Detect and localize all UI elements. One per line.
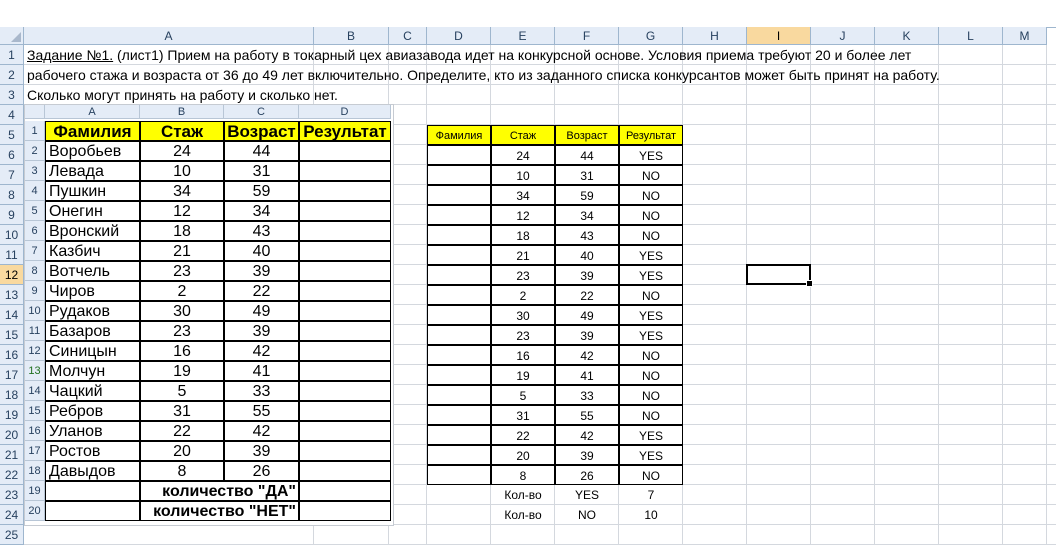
embedded-age-cell: 26 (224, 461, 299, 481)
row-header-23[interactable]: 23 (0, 485, 24, 505)
result-value-cell[interactable]: NO (619, 165, 683, 185)
embedded-row-header: 5 (25, 201, 45, 221)
column-header-f[interactable]: F (555, 27, 619, 45)
summary-key[interactable]: YES (574, 488, 599, 502)
grid-column-line (746, 45, 747, 545)
result-name-cell[interactable] (427, 145, 491, 165)
task-line-2: рабочего стажа и возраста от 36 до 49 лет включительно. Определите, кто из заданного списка конкурсантов может быть принят на работу. (27, 67, 940, 83)
embedded-name-cell: Чиров (45, 281, 140, 301)
embedded-age-cell: 33 (224, 381, 299, 401)
result-name-cell[interactable] (427, 405, 491, 425)
result-experience-cell[interactable]: 23 (491, 265, 555, 285)
result-experience-cell[interactable]: 12 (491, 205, 555, 225)
embedded-row-header: 11 (25, 321, 45, 341)
grid-column-line (938, 45, 939, 545)
embedded-row-header: 14 (25, 381, 45, 401)
row-header-4[interactable]: 4 (0, 105, 24, 125)
embedded-result-cell (299, 201, 391, 221)
embedded-row-header: 1 (25, 121, 45, 141)
embedded-count-yes-label: количество "ДА" (140, 481, 299, 501)
result-name-cell[interactable] (427, 225, 491, 245)
row-header-19[interactable]: 19 (0, 405, 24, 425)
grid-column-line (1046, 45, 1047, 545)
embedded-age-cell: 42 (224, 341, 299, 361)
embedded-row-header: 8 (25, 261, 45, 281)
summary-value[interactable]: 10 (644, 508, 658, 522)
embedded-result-cell (299, 341, 391, 361)
embedded-age-cell: 39 (224, 441, 299, 461)
embedded-row-header: 16 (25, 421, 45, 441)
embedded-age-cell: 39 (224, 261, 299, 281)
embedded-row-header: 19 (25, 481, 45, 501)
embedded-result-cell (299, 161, 391, 181)
embedded-result-cell (299, 221, 391, 241)
embedded-result-cell (299, 401, 391, 421)
result-experience-cell[interactable]: 19 (491, 365, 555, 385)
embedded-age-cell: 43 (224, 221, 299, 241)
embedded-experience-cell: 30 (140, 301, 224, 321)
embedded-name-cell: Вронский (45, 221, 140, 241)
row-header-20[interactable]: 20 (0, 425, 24, 445)
embedded-name-cell: Базаров (45, 321, 140, 341)
result-experience-cell[interactable]: 10 (491, 165, 555, 185)
embedded-name-cell: Молчун (45, 361, 140, 381)
result-age-cell[interactable]: 39 (555, 265, 619, 285)
result-age-cell[interactable]: 33 (555, 385, 619, 405)
row-header-18[interactable]: 18 (0, 385, 24, 405)
embedded-result-cell (299, 301, 391, 321)
result-experience-cell[interactable]: 23 (491, 325, 555, 345)
embedded-result-cell (299, 241, 391, 261)
column-header-d[interactable]: D (427, 27, 491, 45)
embedded-column-header: A (45, 105, 140, 119)
result-header-cell[interactable]: Фамилия (427, 125, 491, 145)
embedded-name-cell: Вотчель (45, 261, 140, 281)
result-name-cell[interactable] (427, 445, 491, 465)
embedded-result-cell (299, 321, 391, 341)
row-header-25[interactable]: 25 (0, 525, 24, 545)
row-header-13[interactable]: 13 (0, 285, 24, 305)
embedded-count-no-label: количество "НЕТ" (140, 501, 299, 521)
embedded-experience-cell: 20 (140, 441, 224, 461)
embedded-row-header: 17 (25, 441, 45, 461)
embedded-row-header: 6 (25, 221, 45, 241)
embedded-result-cell (299, 381, 391, 401)
embedded-name-cell: Казбич (45, 241, 140, 261)
embedded-row-header: 4 (25, 181, 45, 201)
result-value-cell[interactable]: YES (619, 425, 683, 445)
embedded-header-cell: Фамилия (45, 121, 140, 141)
result-value-cell[interactable]: NO (619, 285, 683, 305)
grid-column-line (810, 45, 811, 545)
summary-label[interactable]: Кол-во (504, 488, 542, 502)
row-header-7[interactable]: 7 (0, 165, 24, 185)
embedded-experience-cell: 31 (140, 401, 224, 421)
result-name-cell[interactable] (427, 165, 491, 185)
embedded-result-cell (299, 261, 391, 281)
embedded-row-header: 10 (25, 301, 45, 321)
result-experience-cell[interactable]: 24 (491, 145, 555, 165)
grid-column-line (1002, 45, 1003, 545)
embedded-experience-cell: 12 (140, 201, 224, 221)
result-experience-cell[interactable]: 34 (491, 185, 555, 205)
result-age-cell[interactable]: 42 (555, 345, 619, 365)
embedded-experience-cell: 5 (140, 381, 224, 401)
column-header-h[interactable]: H (683, 27, 747, 45)
embedded-name-cell: Давыдов (45, 461, 140, 481)
embedded-corner (25, 105, 45, 119)
embedded-header-cell: Стаж (140, 121, 224, 141)
result-name-cell[interactable] (427, 365, 491, 385)
result-value-cell[interactable]: YES (619, 145, 683, 165)
result-name-cell[interactable] (427, 465, 491, 485)
embedded-age-cell: 59 (224, 181, 299, 201)
embedded-summary-blank (45, 501, 140, 521)
result-name-cell[interactable] (427, 325, 491, 345)
summary-value[interactable]: 7 (647, 488, 655, 502)
embedded-summary-blank (45, 481, 140, 501)
embedded-header-cell: Результат (299, 121, 391, 141)
result-experience-cell[interactable]: 5 (491, 385, 555, 405)
result-value-cell[interactable]: NO (619, 365, 683, 385)
embedded-result-cell (299, 281, 391, 301)
result-age-cell[interactable]: 40 (555, 245, 619, 265)
result-age-cell[interactable]: 42 (555, 425, 619, 445)
embedded-row-header: 13 (25, 361, 45, 381)
row-header-16[interactable]: 16 (0, 345, 24, 365)
result-header-cell[interactable]: Стаж (491, 125, 555, 145)
result-value-cell[interactable]: YES (619, 245, 683, 265)
row-header-2[interactable]: 2 (0, 65, 24, 85)
embedded-age-cell: 41 (224, 361, 299, 381)
embedded-name-cell: Левада (45, 161, 140, 181)
result-name-cell[interactable] (427, 185, 491, 205)
result-value-cell[interactable]: NO (619, 345, 683, 365)
result-value-cell[interactable]: YES (619, 305, 683, 325)
result-name-cell[interactable] (427, 385, 491, 405)
column-header-l[interactable]: L (939, 27, 1003, 45)
embedded-count-yes-value (299, 481, 391, 501)
embedded-name-cell: Онегин (45, 201, 140, 221)
embedded-header-cell: Возраст (224, 121, 299, 141)
row-header-12[interactable]: 12 (0, 265, 24, 285)
result-age-cell[interactable]: 26 (555, 465, 619, 485)
embedded-age-cell: 22 (224, 281, 299, 301)
embedded-experience-cell: 23 (140, 261, 224, 281)
result-value-cell[interactable]: NO (619, 385, 683, 405)
result-age-cell[interactable]: 22 (555, 285, 619, 305)
embedded-name-cell: Пушкин (45, 181, 140, 201)
column-header-g[interactable]: G (619, 27, 683, 45)
embedded-age-cell: 42 (224, 421, 299, 441)
embedded-column-header: D (299, 105, 391, 119)
result-name-cell[interactable] (427, 205, 491, 225)
embedded-table-image (24, 104, 394, 526)
embedded-name-cell: Воробьев (45, 141, 140, 161)
embedded-name-cell: Рудаков (45, 301, 140, 321)
embedded-experience-cell: 18 (140, 221, 224, 241)
embedded-row-header: 20 (25, 501, 45, 521)
result-value-cell[interactable]: NO (619, 465, 683, 485)
row-header-10[interactable]: 10 (0, 225, 24, 245)
embedded-experience-cell: 10 (140, 161, 224, 181)
result-age-cell[interactable]: 55 (555, 405, 619, 425)
result-value-cell[interactable]: NO (619, 405, 683, 425)
column-header-a[interactable]: A (24, 27, 314, 45)
result-age-cell[interactable]: 31 (555, 165, 619, 185)
row-header-9[interactable]: 9 (0, 205, 24, 225)
embedded-result-cell (299, 441, 391, 461)
embedded-age-cell: 55 (224, 401, 299, 421)
result-experience-cell[interactable]: 16 (491, 345, 555, 365)
embedded-experience-cell: 24 (140, 141, 224, 161)
embedded-name-cell: Чацкий (45, 381, 140, 401)
result-experience-cell[interactable]: 18 (491, 225, 555, 245)
embedded-row-header: 15 (25, 401, 45, 421)
result-name-cell[interactable] (427, 305, 491, 325)
result-age-cell[interactable]: 43 (555, 225, 619, 245)
embedded-experience-cell: 16 (140, 341, 224, 361)
embedded-result-cell (299, 461, 391, 481)
row-header-22[interactable]: 22 (0, 465, 24, 485)
embedded-row-header: 7 (25, 241, 45, 261)
active-cell-cursor[interactable] (746, 264, 811, 285)
result-value-cell[interactable]: YES (619, 265, 683, 285)
result-value-cell[interactable]: NO (619, 225, 683, 245)
embedded-result-cell (299, 181, 391, 201)
result-name-cell[interactable] (427, 345, 491, 365)
embedded-result-cell (299, 421, 391, 441)
column-header-j[interactable]: J (811, 27, 875, 45)
embedded-age-cell: 44 (224, 141, 299, 161)
embedded-age-cell: 39 (224, 321, 299, 341)
summary-key[interactable]: NO (578, 508, 596, 522)
result-header-cell[interactable]: Результат (619, 125, 683, 145)
embedded-row-header: 12 (25, 341, 45, 361)
grid-column-line (874, 45, 875, 545)
column-header-b[interactable]: B (314, 27, 389, 45)
embedded-age-cell: 31 (224, 161, 299, 181)
embedded-row-header: 9 (25, 281, 45, 301)
column-header-e[interactable]: E (491, 27, 555, 45)
row-header-6[interactable]: 6 (0, 145, 24, 165)
embedded-result-cell (299, 141, 391, 161)
row-header-8[interactable]: 8 (0, 185, 24, 205)
column-header-i[interactable]: I (747, 27, 811, 45)
embedded-row-header: 2 (25, 141, 45, 161)
row-header-5[interactable]: 5 (0, 125, 24, 145)
result-experience-cell[interactable]: 30 (491, 305, 555, 325)
embedded-name-cell: Ростов (45, 441, 140, 461)
row-header-3[interactable]: 3 (0, 85, 24, 105)
embedded-name-cell: Ребров (45, 401, 140, 421)
embedded-experience-cell: 2 (140, 281, 224, 301)
result-name-cell[interactable] (427, 245, 491, 265)
embedded-experience-cell: 8 (140, 461, 224, 481)
result-value-cell[interactable]: NO (619, 205, 683, 225)
embedded-age-cell: 34 (224, 201, 299, 221)
embedded-row-header: 3 (25, 161, 45, 181)
task-line-3: Сколько могут принять на работу и сколько нет. (27, 87, 338, 103)
row-header-24[interactable]: 24 (0, 505, 24, 525)
result-age-cell[interactable]: 44 (555, 145, 619, 165)
formula-bar-area (0, 0, 1056, 28)
row-header-11[interactable]: 11 (0, 245, 24, 265)
result-age-cell[interactable]: 41 (555, 365, 619, 385)
row-header-21[interactable]: 21 (0, 445, 24, 465)
embedded-name-cell: Уланов (45, 421, 140, 441)
row-header-17[interactable]: 17 (0, 365, 24, 385)
result-experience-cell[interactable]: 8 (491, 465, 555, 485)
select-all-corner[interactable] (0, 27, 24, 45)
embedded-experience-cell: 21 (140, 241, 224, 261)
result-age-cell[interactable]: 39 (555, 325, 619, 345)
result-name-cell[interactable] (427, 265, 491, 285)
column-header-m[interactable]: M (1003, 27, 1047, 45)
embedded-row-header: 18 (25, 461, 45, 481)
row-header-14[interactable]: 14 (0, 305, 24, 325)
result-experience-cell[interactable]: 31 (491, 405, 555, 425)
embedded-column-header: C (224, 105, 299, 119)
result-age-cell[interactable]: 34 (555, 205, 619, 225)
column-header-c[interactable]: C (389, 27, 427, 45)
embedded-experience-cell: 23 (140, 321, 224, 341)
embedded-column-header: B (140, 105, 224, 119)
embedded-experience-cell: 19 (140, 361, 224, 381)
task-text-1: (лист1) Прием на работу в токарный цех авиазавода идет на конкурсной основе. Условия приема требуют 20 и более лет (113, 47, 912, 63)
task-line-1 (27, 45, 911, 65)
row-header-15[interactable]: 15 (0, 325, 24, 345)
result-experience-cell[interactable]: 22 (491, 425, 555, 445)
result-experience-cell[interactable]: 21 (491, 245, 555, 265)
result-name-cell[interactable] (427, 425, 491, 445)
result-age-cell[interactable]: 49 (555, 305, 619, 325)
result-experience-cell[interactable]: 2 (491, 285, 555, 305)
embedded-experience-cell: 22 (140, 421, 224, 441)
result-header-cell[interactable]: Возраст (555, 125, 619, 145)
result-experience-cell[interactable]: 20 (491, 445, 555, 465)
column-header-k[interactable]: K (875, 27, 939, 45)
embedded-experience-cell: 34 (140, 181, 224, 201)
result-age-cell[interactable]: 59 (555, 185, 619, 205)
result-value-cell[interactable]: YES (619, 445, 683, 465)
result-value-cell[interactable]: NO (619, 185, 683, 205)
embedded-count-no-value (299, 501, 391, 521)
embedded-age-cell: 40 (224, 241, 299, 261)
embedded-result-cell (299, 361, 391, 381)
summary-label[interactable]: Кол-во (504, 508, 542, 522)
task-title: Задание №1. (27, 47, 114, 63)
result-value-cell[interactable]: YES (619, 325, 683, 345)
embedded-age-cell: 49 (224, 301, 299, 321)
row-header-1[interactable]: 1 (0, 45, 24, 65)
embedded-name-cell: Синицын (45, 341, 140, 361)
result-age-cell[interactable]: 39 (555, 445, 619, 465)
result-name-cell[interactable] (427, 285, 491, 305)
